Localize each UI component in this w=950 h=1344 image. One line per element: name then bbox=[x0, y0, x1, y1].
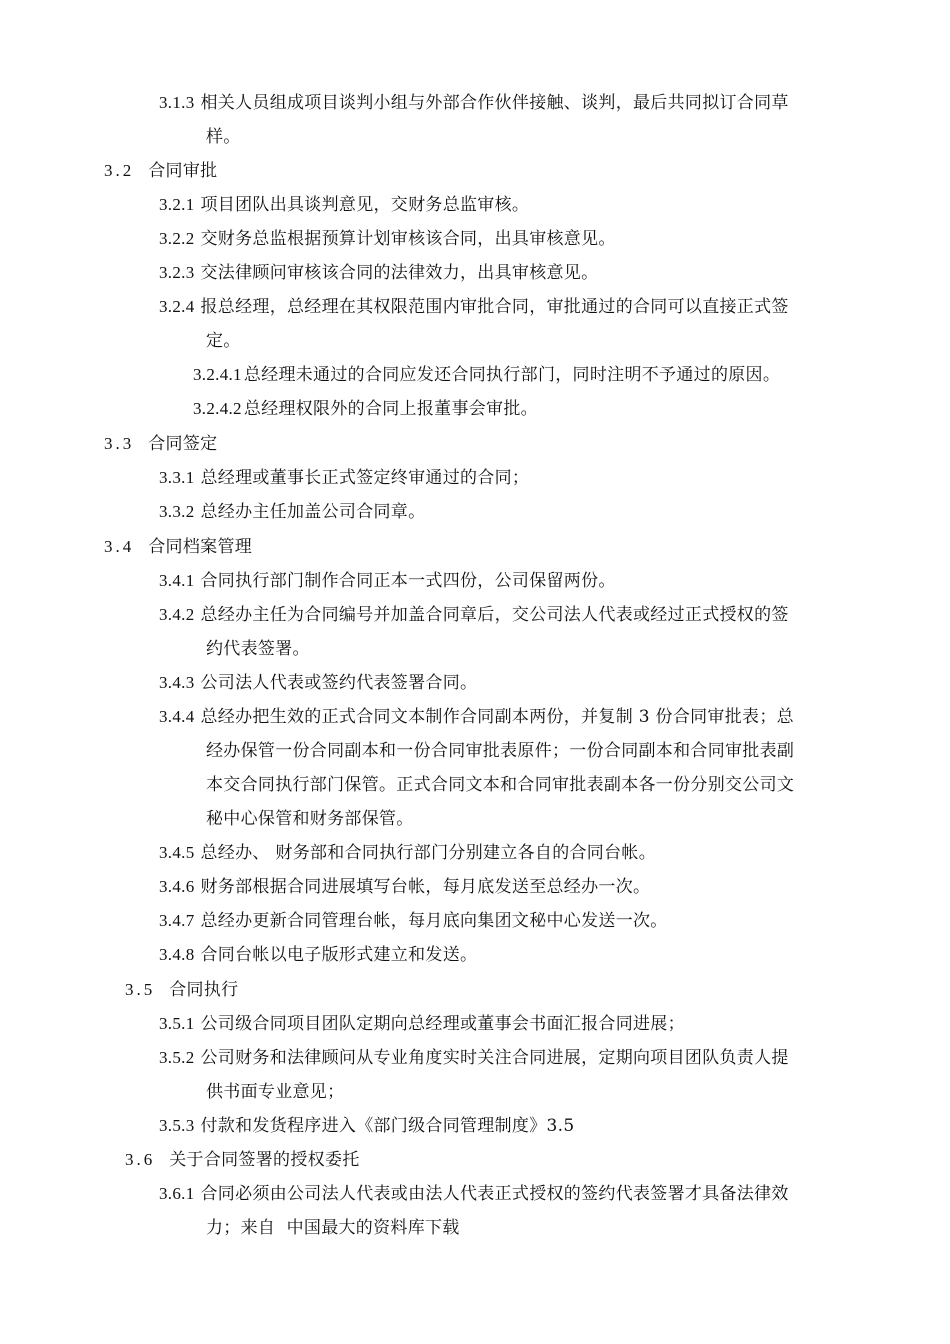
clause-text: 总经办主任为合同编号并加盖合同章后，交公司法人代表或经过正式授权的签 bbox=[200, 605, 789, 625]
clause-text: 定。 bbox=[206, 331, 241, 351]
section-3-4-heading bbox=[104, 537, 252, 557]
clause-text: 力；来自 中国最大的资料库下载 bbox=[206, 1218, 460, 1238]
clause-3-6-1-cont bbox=[206, 1218, 460, 1238]
clause-3-5-2 bbox=[159, 1048, 789, 1068]
clause-3-4-4-cont-2 bbox=[206, 775, 794, 795]
clause-number: 3.2.3 bbox=[159, 263, 195, 282]
clause-number: 3.5.2 bbox=[159, 1048, 195, 1067]
clause-3-4-4 bbox=[159, 707, 794, 727]
clause-3-4-4-cont-3 bbox=[206, 809, 414, 829]
clause-text: 合同执行部门制作合同正本一式四份，公司保留两份。 bbox=[200, 571, 616, 591]
clause-3-2-2 bbox=[159, 229, 616, 249]
clause-number: 3.4.7 bbox=[159, 911, 195, 930]
clause-3-4-6 bbox=[159, 877, 650, 897]
clause-number: 3.2.4.1 bbox=[193, 365, 242, 384]
section-number: 3.3 bbox=[104, 434, 135, 453]
section-3-2-heading bbox=[104, 161, 217, 181]
clause-number: 3.4.5 bbox=[159, 843, 195, 862]
section-3-3-heading bbox=[104, 434, 217, 454]
section-title: 合同签定 bbox=[148, 434, 218, 454]
clause-number: 3.4.2 bbox=[159, 605, 195, 624]
section-number: 3.2 bbox=[104, 161, 135, 180]
section-number: 3.6 bbox=[125, 1150, 156, 1169]
clause-text: 约代表签署。 bbox=[206, 639, 310, 659]
clause-text: 总经办主任加盖公司合同章。 bbox=[200, 502, 426, 522]
clause-text: 总经理未通过的合同应发还合同执行部门，同时注明不予通过的原因。 bbox=[243, 365, 781, 385]
clause-text: 样。 bbox=[206, 127, 241, 147]
clause-3-2-1 bbox=[159, 195, 529, 215]
clause-text: 项目团队出具谈判意见，交财务总监审核。 bbox=[200, 195, 530, 215]
clause-3-2-4-cont bbox=[206, 331, 241, 351]
clause-text: 经办保管一份合同副本和一份合同审批表原件；一份合同副本和合同审批表副 bbox=[206, 741, 795, 761]
clause-number: 3.6.1 bbox=[159, 1184, 195, 1203]
clause-text: 供书面专业意见； bbox=[206, 1082, 345, 1102]
clause-text: 财务部根据合同进展填写台帐，每月底发送至总经办一次。 bbox=[200, 877, 651, 897]
clause-text: 总经理权限外的合同上报董事会审批。 bbox=[243, 399, 538, 419]
clause-3-4-4-cont-1 bbox=[206, 741, 794, 761]
clause-3-3-2 bbox=[159, 502, 425, 522]
clause-3-1-3-cont bbox=[206, 127, 241, 147]
clause-text: 合同台帐以电子版形式建立和发送。 bbox=[200, 945, 478, 965]
clause-3-5-3 bbox=[159, 1116, 574, 1136]
section-title: 合同审批 bbox=[148, 161, 218, 181]
clause-number: 3.2.4.2 bbox=[193, 399, 242, 418]
clause-number: 3.4.3 bbox=[159, 673, 195, 692]
clause-text: 总经办、 财务部和合同执行部门分别建立各自的合同台帐。 bbox=[200, 843, 657, 863]
clause-number: 3.2.4 bbox=[159, 297, 195, 316]
clause-text: 总经办把生效的正式合同文本制作合同副本两份，并复制 3 份合同审批表；总 bbox=[200, 707, 794, 727]
clause-3-5-2-cont bbox=[206, 1082, 344, 1102]
section-number: 3.4 bbox=[104, 537, 135, 556]
clause-3-4-3 bbox=[159, 673, 477, 693]
clause-3-2-4-2 bbox=[193, 399, 538, 419]
clause-text: 交法律顾问审核该合同的法律效力，出具审核意见。 bbox=[200, 263, 599, 283]
clause-number: 3.1.3 bbox=[159, 93, 195, 112]
clause-3-4-7 bbox=[159, 911, 668, 931]
clause-3-2-4-1 bbox=[193, 365, 780, 385]
clause-text: 付款和发货程序进入《部门级合同管理制度》3.5 bbox=[200, 1116, 575, 1136]
clause-3-5-1 bbox=[159, 1014, 685, 1034]
clause-number: 3.3.2 bbox=[159, 502, 195, 521]
clause-text: 总经办更新合同管理台帐，每月底向集团文秘中心发送一次。 bbox=[200, 911, 668, 931]
clause-number: 3.4.8 bbox=[159, 945, 195, 964]
clause-text: 公司级合同项目团队定期向总经理或董事会书面汇报合同进展； bbox=[200, 1014, 685, 1034]
clause-3-4-2-cont bbox=[206, 639, 310, 659]
clause-number: 3.4.1 bbox=[159, 571, 195, 590]
section-3-5-heading bbox=[125, 980, 238, 1000]
clause-number: 3.3.1 bbox=[159, 468, 195, 487]
section-title: 关于合同签署的授权委托 bbox=[169, 1150, 360, 1170]
clause-number: 3.4.6 bbox=[159, 877, 195, 896]
clause-3-6-1 bbox=[159, 1184, 789, 1204]
clause-number: 3.5.3 bbox=[159, 1116, 195, 1135]
section-3-6-heading bbox=[125, 1150, 360, 1170]
clause-text: 公司财务和法律顾问从专业角度实时关注合同进展，定期向项目团队负责人提 bbox=[200, 1048, 789, 1068]
clause-number: 3.2.1 bbox=[159, 195, 195, 214]
clause-3-1-3 bbox=[159, 93, 789, 113]
clause-3-2-3 bbox=[159, 263, 598, 283]
section-title: 合同档案管理 bbox=[148, 537, 253, 557]
clause-text: 总经理或董事长正式签定终审通过的合同； bbox=[200, 468, 530, 488]
clause-text: 合同必须由公司法人代表或由法人代表正式授权的签约代表签署才具备法律效 bbox=[200, 1184, 789, 1204]
clause-3-4-8 bbox=[159, 945, 477, 965]
clause-3-3-1 bbox=[159, 468, 529, 488]
clause-text: 报总经理，总经理在其权限范围内审批合同，审批通过的合同可以直接正式签 bbox=[200, 297, 789, 317]
clause-3-4-5 bbox=[159, 843, 656, 863]
clause-3-2-4 bbox=[159, 297, 789, 317]
clause-text: 相关人员组成项目谈判小组与外部合作伙伴接触、谈判，最后共同拟订合同草 bbox=[200, 93, 789, 113]
clause-text: 秘中心保管和财务部保管。 bbox=[206, 809, 414, 829]
clause-text: 公司法人代表或签约代表签署合同。 bbox=[200, 673, 478, 693]
clause-number: 3.2.2 bbox=[159, 229, 195, 248]
clause-text: 本交合同执行部门保管。正式合同文本和合同审批表副本各一份分别交公司文 bbox=[206, 775, 795, 795]
clause-number: 3.5.1 bbox=[159, 1014, 195, 1033]
clause-3-4-2 bbox=[159, 605, 789, 625]
clause-text: 交财务总监根据预算计划审核该合同，出具审核意见。 bbox=[200, 229, 616, 249]
section-title: 合同执行 bbox=[169, 980, 239, 1000]
clause-3-4-1 bbox=[159, 571, 616, 591]
section-number: 3.5 bbox=[125, 980, 156, 999]
clause-number: 3.4.4 bbox=[159, 707, 195, 726]
